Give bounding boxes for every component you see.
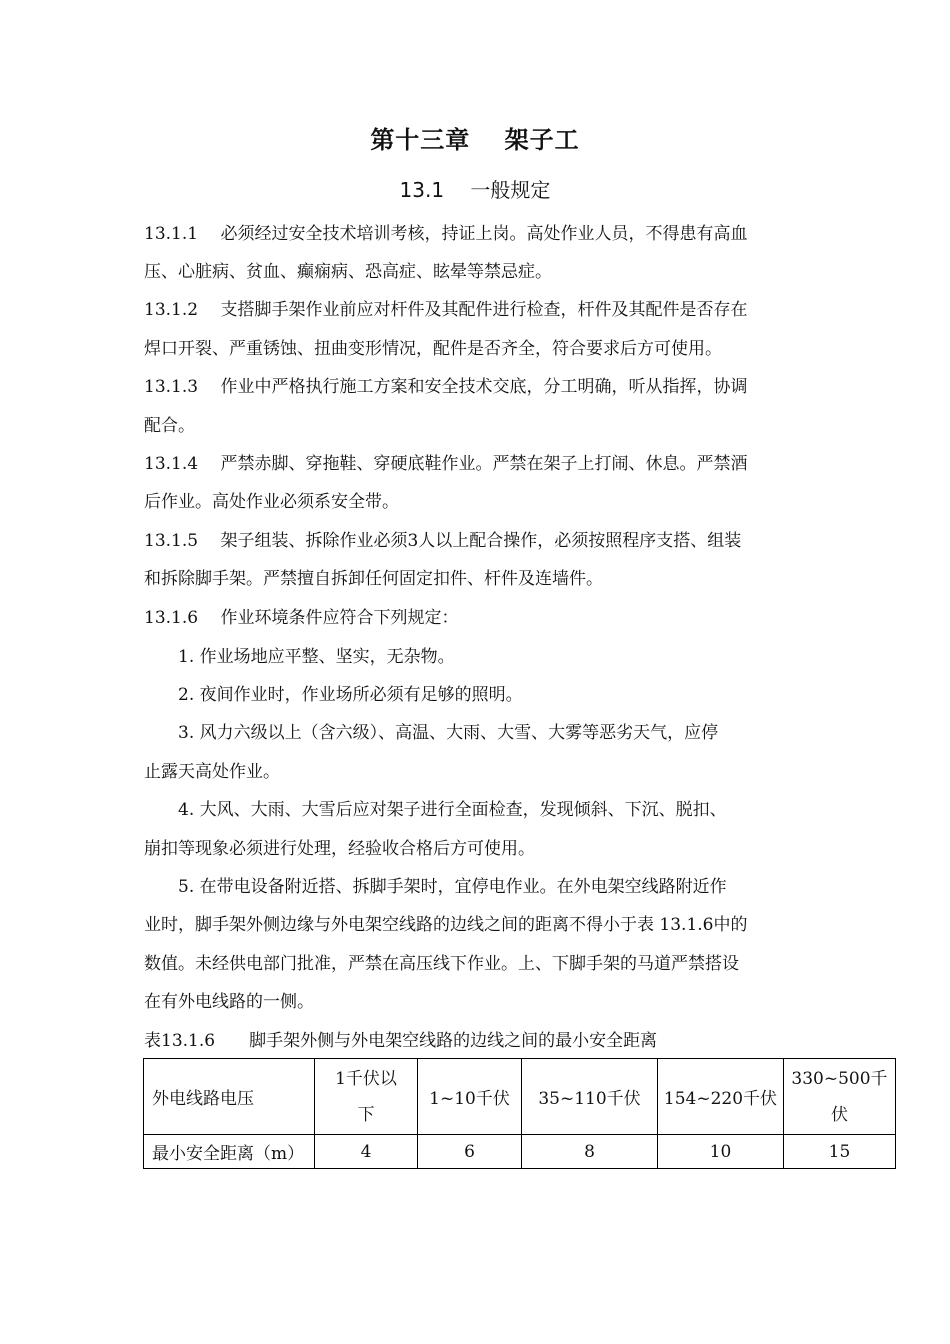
text-line: 13.1.6 作业环境条件应符合下列规定： (144, 608, 459, 628)
header-cell-line: 下 (357, 1104, 375, 1125)
text-line: 崩扣等现象必须进行处理，经验收合格后方可使用。 (144, 839, 535, 859)
header-cell-line: 330~500千 (791, 1068, 888, 1089)
list-item: 4. 大风、大雨、大雪后应对架子进行全面检查，发现倾斜、下沉、脱扣、 (178, 800, 727, 820)
table-header-label: 外电线路电压 (144, 1059, 315, 1135)
text-line: 止露天高处作业。 (144, 762, 280, 782)
chapter-title: 第十三章 架子工 (370, 126, 580, 154)
text-line: 13.1.2 支搭脚手架作业前应对杆件及其配件进行检查，杆件及其配件是否存在 (144, 300, 748, 320)
table-header-cell (522, 1059, 658, 1135)
table-header-cell (315, 1059, 418, 1135)
text-line: 配合。 (144, 416, 195, 436)
text-line: 后作业。高处作业必须系安全带。 (144, 492, 399, 512)
text-line: 在有外电线路的一侧。 (144, 992, 314, 1012)
table-caption: 表13.1.6 脚手架外侧与外电架空线路的边线之间的最小安全距离 (144, 1031, 658, 1051)
header-cell-line: 1千伏以 (335, 1068, 397, 1089)
text-line: 和拆除脚手架。严禁擅自拆卸任何固定扣件、杆件及连墙件。 (144, 569, 603, 589)
text-line: 13.1.4 严禁赤脚、穿拖鞋、穿硬底鞋作业。严禁在架子上打闹、休息。严禁酒 (144, 454, 748, 474)
table-cell: 8 (522, 1135, 658, 1169)
section-title: 13.1 一般规定 (399, 178, 551, 202)
header-cell-line: 伏 (831, 1104, 848, 1125)
table-cell: 10 (658, 1135, 784, 1169)
text-line: 业时，脚手架外侧边缘与外电架空线路的边线之间的距离不得小于表 13.1.6中的 (144, 915, 748, 935)
list-item: 3. 风力六级以上（含六级）、高温、大雨、大雪、大雾等恶劣天气，应停 (178, 723, 719, 743)
text-line: 13.1.1 必须经过安全技术培训考核，持证上岗。高处作业人员，不得患有高血 (144, 224, 748, 244)
text-line: 13.1.5 架子组装、拆除作业必须3人以上配合操作，必须按照程序支搭、组装 (144, 531, 742, 551)
list-item: 5. 在带电设备附近搭、拆脚手架时，宜停电作业。在外电架空线路附近作 (178, 877, 727, 897)
list-item: 2. 夜间作业时，作业场所必须有足够的照明。 (178, 685, 523, 705)
text-line: 数值。未经供电部门批准，严禁在高压线下作业。上、下脚手架的马道严禁搭设 (144, 954, 739, 974)
text-line: 13.1.3 作业中严格执行施工方案和安全技术交底，分工明确，听从指挥，协调 (144, 377, 748, 397)
text-line: 压、心脏病、贫血、癫痫病、恐高症、眩晕等禁忌症。 (144, 262, 552, 282)
table-header-cell (418, 1059, 522, 1135)
table-cell: 4 (315, 1135, 418, 1169)
safety-distance-table (143, 1058, 896, 1169)
list-item: 1. 作业场地应平整、坚实，无杂物。 (178, 647, 455, 667)
table-header-cell (658, 1059, 784, 1135)
table-row (144, 1135, 896, 1169)
table-cell: 6 (418, 1135, 522, 1169)
header-cell-line: 154~220千伏 (663, 1089, 778, 1109)
table-header-cell (784, 1059, 896, 1135)
text-line: 焊口开裂、严重锈蚀、扭曲变形情况，配件是否齐全，符合要求后方可使用。 (144, 339, 722, 359)
table-row-label: 最小安全距离（m） (144, 1135, 315, 1169)
table-cell: 15 (784, 1135, 896, 1169)
header-cell-line: 1~10千伏 (429, 1089, 510, 1109)
table-header-row (144, 1059, 896, 1135)
header-cell-line: 35~110千伏 (538, 1089, 641, 1109)
